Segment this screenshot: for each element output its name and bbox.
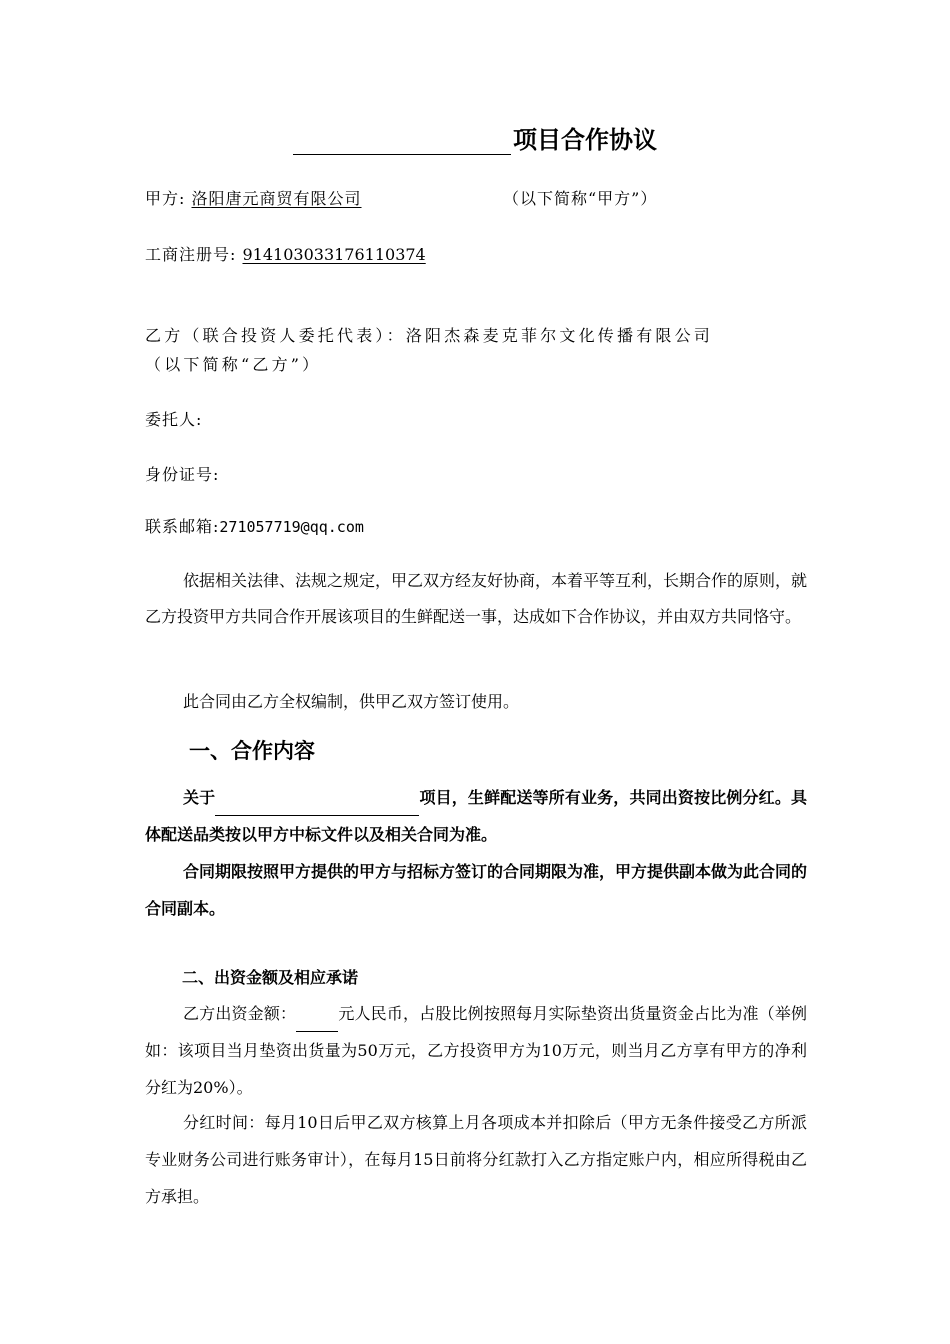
section2-p1-prefix: 乙方出资金额： [183,1004,297,1023]
section2-paragraph2: 分红时间：每月10日后甲乙双方核算上月各项成本并扣除后（甲方无条件接受乙方所派专业财务公司进行账务审计），在每月15日前将分红款打入乙方指定账户内，相应所得税由乙方承担。 [145,1113,807,1206]
title-text: 项目合作协议 [513,126,657,154]
section2-heading: 二、出资金额及相应承诺 [182,968,359,987]
section1-paragraph2: 合同期限按照甲方提供的甲方与招标方签订的合同期限为准，甲方提供副本做为此合同的合同副本。 [145,862,808,918]
principal-label: 委托人: [145,410,203,429]
document-title [0,120,950,155]
project-name-blank [215,797,419,816]
amount-blank [296,1013,338,1032]
intro-paragraph: 依据相关法律、法规之规定，甲乙双方经友好协商，本着平等互利，长期合作的原则，就乙方投资甲方共同合作开展该项目的生鲜配送一事，达成如下合作协议，并由双方共同恪守。 [145,571,808,626]
registration-line [145,242,426,265]
section1-p1-prefix: 关于 [183,788,216,807]
section1-paragraph1 [145,779,807,853]
party-a-alias: （以下简称“甲方”） [503,189,658,208]
email-line [145,514,364,537]
section1-p1-suffix: 项目，生鲜配送等所有业务，共同出资按比例分红。具体配送品类按以甲方中标文件以及相关合同为准。 [145,788,807,844]
id-number-label: 身份证号: [145,465,220,484]
party-a-label: 甲方: [145,189,186,208]
section1-heading: 一、合作内容 [189,739,315,763]
section2-p1-suffix: 元人民币，占股比例按照每月实际垫资出货量资金占比为准（举例如：该项目当月垫资出货量为50万元，乙方投资甲方为10万元，则当月乙方享有甲方的净利分红为20%）。 [145,1004,807,1097]
party-a-line [145,186,362,209]
party-a-name: 洛阳唐元商贸有限公司 [191,189,362,208]
registration-number: 914103033176110374 [242,245,426,264]
section2-paragraph1 [145,995,807,1106]
email-value: 271057719@qq.com [219,518,364,536]
email-label: 联系邮箱: [145,517,220,536]
party-b-line2: （以下简称“乙方”） [145,355,322,374]
registration-label: 工商注册号: [145,245,237,264]
party-b-line1: 乙方（联合投资人委托代表）：洛阳杰森麦克菲尔文化传播有限公司 [145,326,714,345]
compiled-note: 此合同由乙方全权编制，供甲乙双方签订使用。 [183,692,520,711]
title-blank-line [293,128,511,155]
